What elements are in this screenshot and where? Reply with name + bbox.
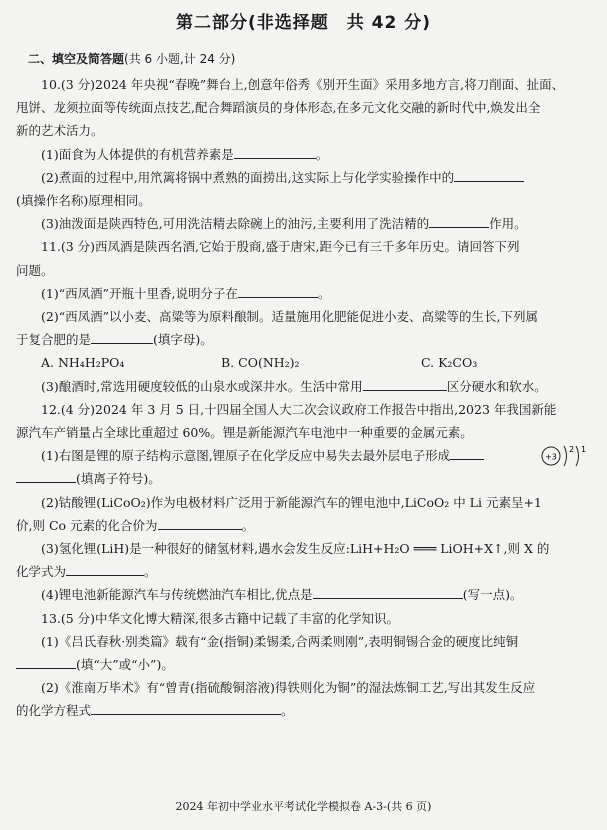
q12-sub1	[16, 444, 588, 467]
q11-sub1-text: (1)“西凤酒”开瓶十里香,说明分子在	[41, 285, 238, 301]
q12-sub4	[16, 583, 588, 606]
q10-intro-line2: 甩饼、龙须拉面等传统面点技艺,配合舞蹈演员的身体形态,在多元文化交融的新时代中,焕发出全	[16, 100, 541, 116]
option-c[interactable]: C. K₂CO₃	[421, 355, 478, 371]
q13-intro: 13.(5 分)中华文化博大精深,很多古籍中记载了丰富的化学知识。	[41, 610, 400, 626]
q10-intro-line1: 10.(3 分)2024 年央视“春晚”舞台上,创意年俗秀《别开生面》采用多地方言,将刀削面、扯面、	[41, 77, 565, 92]
q12-sub4-end: (写一点)。	[462, 587, 523, 603]
answer-blank[interactable]	[91, 328, 153, 344]
q10-sub2-cont: (填操作名称)原理相同。	[16, 193, 151, 209]
page-footer: 2024 年初中学业水平考试化学模拟卷 A-3-(共 6 页)	[175, 800, 432, 813]
q13-sub1-line2	[16, 653, 588, 676]
q12-sub2-line1: (2)钴酸锂(LiCoO₂)作为电极材料广泛用于新能源汽车的锂电池中,LiCoO₂ 中 Li 元素呈+1	[41, 494, 542, 510]
q12-sub3-text: 化学式为	[16, 564, 67, 580]
q12-sub4-text: (4)锂电池新能源汽车与传统燃油汽车相比,优点是	[41, 587, 313, 603]
q13-sub2-line1: (2)《淮南万毕术》有“曾青(指硫酸铜溶液)得铁则化为铜”的湿法炼铜工艺,写出其发生反应	[41, 680, 536, 696]
answer-blank[interactable]	[363, 375, 447, 391]
atom-shell1-label: 2	[569, 445, 575, 455]
section-heading	[28, 50, 235, 67]
q10-sub3-text: (3)油泼面是陕西特色,可用洗洁精去除碗上的油污,主要利用了洗洁精的	[41, 216, 430, 232]
q10-sub3	[16, 212, 588, 235]
q12-sub1-text: (1)右图是锂的原子结构示意图,锂原子在化学反应中易失去最外层电子形成	[41, 448, 451, 464]
q11-sub2-end: (填字母)。	[153, 332, 213, 348]
q12-sub1-cont	[16, 467, 588, 490]
option-a[interactable]: A. NH₄H₂PO₄	[41, 355, 125, 371]
option-b[interactable]: B. CO(NH₂)₂	[221, 355, 300, 371]
answer-blank[interactable]	[91, 699, 281, 715]
answer-blank[interactable]	[158, 514, 242, 530]
section-label: 二、填空及简答题	[28, 52, 125, 66]
q13-sub1-line1: (1)《吕氏春秋·别类篇》载有“金(指铜)柔锡柔,合两柔则刚”,表明铜锡合金的硬度比纯铜	[41, 633, 519, 649]
answer-blank[interactable]	[66, 560, 144, 576]
q11-sub2-line2	[16, 328, 588, 351]
answer-blank[interactable]	[313, 583, 463, 599]
q11-sub3-end: 区分硬水和软水。	[446, 378, 547, 394]
q13-sub2-end: 。	[281, 703, 294, 719]
answer-blank[interactable]	[429, 212, 489, 228]
answer-blank[interactable]	[238, 282, 318, 298]
q13-sub2-line2	[16, 699, 588, 722]
q12-sub3-line1: (3)氢化锂(LiH)是一种很好的储氢材料,遇水会发生反应:LiH+H₂O ═══ LiOH+X↑,则 X 的	[41, 541, 550, 557]
q10-sub2-text: (2)煮面的过程中,用笊篱将锅中煮熟的面捞出,这实际上与化学实验操作中的	[41, 169, 455, 185]
q11-sub1	[16, 282, 588, 305]
q10-intro-line3: 新的艺术活力。	[16, 123, 104, 139]
q13-sub1-end: (填“大”或“小”)。	[76, 657, 174, 673]
q12-sub3-line2	[16, 560, 588, 583]
q11-sub3-text: (3)酿酒时,常选用硬度较低的山泉水或深井水。生活中常用	[41, 378, 363, 394]
q13-sub2-text: 的化学方程式	[16, 703, 92, 719]
q11-sub2-line1: (2)“西凤酒”以小麦、高粱等为原料酿制。适量施用化肥能促进小麦、高粱等的生长,下列属	[41, 309, 538, 325]
q10-sub1-end: 。	[315, 146, 329, 162]
q11-sub1-end: 。	[317, 285, 331, 301]
q12-sub2-line2	[16, 514, 588, 537]
q11-intro-line2: 问题。	[16, 262, 54, 278]
atom-shell2-label: 1	[581, 445, 587, 455]
part-title: 第二部分(非选择题 共 42 分)	[175, 13, 432, 33]
q10-sub1	[16, 143, 588, 166]
q10-sub1-text: (1)面食为人体提供的有机营养素是	[41, 146, 234, 162]
answer-blank[interactable]	[16, 653, 76, 669]
q12-intro-line2: 源汽车产销量占全球比重超过 60%。锂是新能源汽车电池中一种重要的金属元素。	[16, 425, 473, 441]
q12-sub3-end: 。	[144, 564, 157, 580]
q12-sub2-end: 。	[241, 517, 255, 533]
q11-intro-line1: 11.(3 分)西凤酒是陕西名酒,它始于殷商,盛于唐宋,距今已有三千多年历史。请回答下列	[41, 239, 520, 255]
q12-intro-line1: 12.(4 分)2024 年 3 月 5 日,十四届全国人大二次会议政府工作报告中指出,2023 年我国新能	[41, 401, 557, 417]
q11-sub3	[16, 375, 588, 398]
q11-options	[16, 351, 588, 374]
atom-nucleus-label: +3	[545, 452, 557, 462]
q12-sub1-cont-text: (填离子符号)。	[76, 471, 161, 487]
section-subtitle: (共 6 小题,计 24 分)	[124, 52, 236, 66]
answer-blank[interactable]	[454, 166, 524, 182]
answer-blank[interactable]	[16, 467, 76, 483]
q12-sub2-text: 价,则 Co 元素的化合价为	[16, 517, 158, 533]
q11-sub2-text: 于复合肥的是	[16, 332, 92, 348]
q10-sub3-end: 作用。	[489, 216, 527, 232]
lithium-atom-structure-diagram	[540, 440, 592, 470]
answer-blank[interactable]	[450, 444, 484, 460]
questions	[16, 73, 588, 723]
answer-blank[interactable]	[234, 143, 316, 159]
q10-sub2	[16, 166, 588, 189]
